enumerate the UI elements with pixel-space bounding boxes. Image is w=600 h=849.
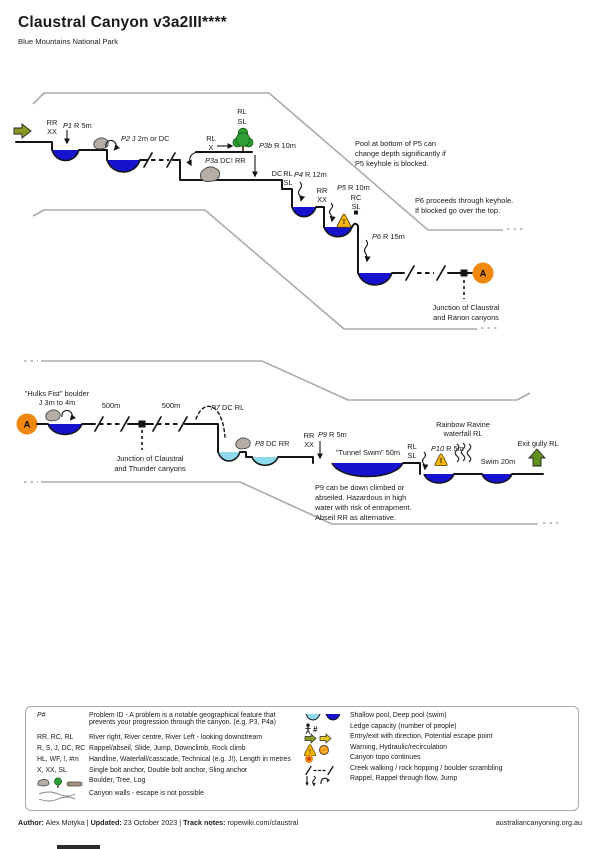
boulder-icon xyxy=(236,438,250,449)
junction-node xyxy=(139,421,146,428)
svg-text:Junction of Claustral: Junction of Claustral xyxy=(432,303,500,312)
pool-tunnel-swim xyxy=(332,463,403,477)
lower-wall-bottom xyxy=(41,482,538,524)
legend-desc: River right, River centre, River Left - looking downstream xyxy=(89,734,263,741)
distance-500m-2: 500m xyxy=(161,401,181,410)
upper-wall-bottom xyxy=(33,210,477,329)
p1-anchor-xx: XX xyxy=(47,127,57,136)
upper-canyon-section xyxy=(14,93,523,329)
p3b-label: P3b R 10m xyxy=(259,141,296,150)
warning-glyph: ! xyxy=(342,217,346,226)
legend-desc: Boulder, Tree, Log xyxy=(89,777,146,784)
p9-label: P9 R 5m xyxy=(318,430,347,439)
legend-desc: Single bolt anchor, Double bolt anchor, Sling anchor xyxy=(89,767,248,774)
p3-traverse-x: X xyxy=(208,143,214,152)
creek-walking-icon xyxy=(304,765,344,776)
junction-node xyxy=(461,270,468,277)
legend-desc: Shallow pool, Deep pool (swim) xyxy=(350,712,447,719)
log-icon xyxy=(67,782,82,786)
rappel-arrow-icon xyxy=(305,776,308,786)
topo-continue-letter: A xyxy=(479,268,487,280)
p3-traverse-rl: RL xyxy=(206,134,216,143)
svg-text:waterfall RL: waterfall RL xyxy=(443,429,483,438)
legend-box xyxy=(25,706,579,811)
separator: | xyxy=(179,818,182,827)
hydraulic-icon xyxy=(319,745,328,754)
shallow-pool-icon xyxy=(306,714,320,720)
tree-anchor-rl: RL xyxy=(237,107,247,116)
updated-label: Updated: xyxy=(90,818,122,827)
p1-anchor-rr: RR xyxy=(46,118,58,127)
legend-key: P# xyxy=(37,712,46,719)
p5-anchor-rr: RR xyxy=(316,186,328,195)
warning-glyph: ! xyxy=(439,456,443,465)
pool-swim-20m xyxy=(482,474,512,483)
pool-p1 xyxy=(52,150,79,161)
footer-credits xyxy=(18,818,298,827)
boulder-icon xyxy=(201,167,220,182)
pool-p10 xyxy=(424,474,454,483)
svg-text:Rainbow Ravine: Rainbow Ravine xyxy=(436,420,490,429)
entry-exit-arrow-icon xyxy=(305,734,316,743)
jump-arrow-icon xyxy=(321,778,330,784)
p10-label: P10 R 5m xyxy=(431,444,464,453)
svg-text:P9 can be down climbed or: P9 can be down climbed or xyxy=(315,483,405,492)
svg-text:"Hulks Fist" boulder: "Hulks Fist" boulder xyxy=(24,389,90,398)
svg-text:Pool at bottom of P5 can: Pool at bottom of P5 can xyxy=(355,139,436,148)
pool-p5 xyxy=(324,227,352,237)
legend-key: X, XX, SL xyxy=(37,767,67,774)
p6-anchor-rc: RC xyxy=(350,193,362,202)
p6-label: P6 R 15m xyxy=(372,232,405,241)
legend-desc: Handline, Waterfall/casscade, Technical (e.g. J!), Length in metres xyxy=(89,756,291,763)
pool-p8 xyxy=(252,457,278,465)
legend-row-river-sides xyxy=(37,734,262,741)
rappel-jump-icons xyxy=(304,775,344,788)
canyon-walls-icon xyxy=(37,790,87,803)
note-p9 xyxy=(314,483,412,522)
author-label: Author: xyxy=(18,818,44,827)
separator: | xyxy=(86,818,89,827)
svg-text:!: ! xyxy=(309,749,311,756)
legend-desc: Problem ID - A problem is a notable geographical feature that prevents your progression through the canyon. (e.g. P3, P4a) xyxy=(89,712,276,726)
boulder-icon xyxy=(38,779,49,786)
svg-text:and Ranon canyons: and Ranon canyons xyxy=(433,313,499,322)
pool-hulks-fist xyxy=(48,424,82,435)
pool-p4 xyxy=(292,207,316,217)
legend-desc: Canyon walls - escape is not possible xyxy=(89,790,204,797)
junction-ranon-note xyxy=(433,303,500,322)
p10-flow-rappel-arrow xyxy=(423,452,426,469)
legend-row-movement-codes xyxy=(37,745,246,752)
note-p6-keyhole xyxy=(415,196,513,215)
page-title: Claustral Canyon v3a2III**** xyxy=(18,14,227,31)
svg-text:change depth significantly if: change depth significantly if xyxy=(355,149,446,158)
svg-text:abseiled. Hazardous in high: abseiled. Hazardous in high xyxy=(315,493,407,502)
boulder-icon xyxy=(46,410,60,421)
hulks-fist-label xyxy=(25,389,90,407)
swim-20m-label: Swim 20m xyxy=(480,457,516,466)
legend-row-rappel-types xyxy=(304,775,457,790)
legend-row-anchor-codes xyxy=(37,767,247,774)
svg-text:Abseil RR as alternative.: Abseil RR as alternative. xyxy=(315,513,396,522)
svg-text:If blocked go over the top.: If blocked go over the top. xyxy=(415,206,501,215)
legend-desc: Warning, Hydraulic/recirculation xyxy=(350,743,448,751)
legend-row-problem-id xyxy=(37,712,276,726)
bolt-anchor-icon xyxy=(354,211,358,215)
deep-pool-icon xyxy=(326,714,340,720)
legend-desc: Ledge capacity (number of people) xyxy=(350,722,457,730)
boulder-tree-log-icons xyxy=(37,777,87,790)
p9-anchor-rr: RR xyxy=(303,431,315,440)
track-notes-label: Track notes: xyxy=(183,818,226,827)
pool-p6 xyxy=(358,273,392,285)
escape-point-arrow-icon xyxy=(320,734,331,743)
p5-label: P5 R 10m xyxy=(337,183,370,192)
note-p5-pool xyxy=(355,139,447,168)
rappel-through-flow-icon xyxy=(312,776,315,787)
svg-text:water with risk of entrapment.: water with risk of entrapment. xyxy=(315,503,412,512)
p9-anchor-xx: XX xyxy=(304,440,314,449)
legend-desc: Entry/exit with direction, Potential escape point xyxy=(350,733,493,740)
p8-label: P8 DC RR xyxy=(255,439,290,448)
capacity-glyph: # xyxy=(313,724,318,734)
page-subtitle: Blue Mountains National Park xyxy=(18,37,119,46)
p4-anchor-rl: RL xyxy=(283,169,293,178)
exit-gully-label: Exit gully RL xyxy=(517,439,559,448)
footer-site: australiancanyoning.org.au xyxy=(495,818,582,827)
p2-label: P2 J 2m or DC xyxy=(121,134,170,143)
tree-anchor-sl: SL xyxy=(237,117,247,126)
ledge-capacity-icon xyxy=(304,723,344,734)
legend-key: RR, RC, RL xyxy=(37,734,74,741)
p5-flow-rappel-arrow xyxy=(330,203,333,221)
author-value: Alex Motyka xyxy=(45,818,85,827)
topo-continues-icon xyxy=(304,754,344,764)
legend-row-feature-codes xyxy=(37,756,291,763)
legend-desc: Creek walking / rock hopping / boulder scrambling xyxy=(350,764,503,772)
p10-anchor-sl: SL xyxy=(407,451,417,460)
pool-icons xyxy=(304,712,344,722)
legend-row-canyon-walls xyxy=(37,790,204,805)
junction-thunder-note xyxy=(114,454,186,473)
tunnel-swim-label: "Tunnel Swim" 50m xyxy=(335,448,401,457)
entry-exit-icons xyxy=(304,733,344,744)
svg-text:and Thunder canyons: and Thunder canyons xyxy=(114,464,186,473)
legend-key: R, S, J, DC, RC xyxy=(37,745,86,752)
pool-p7 xyxy=(218,452,240,461)
p1-label: P1 R 5m xyxy=(63,121,92,130)
topo-continue-letter: A xyxy=(23,419,31,431)
p7-label: P7 DC RL xyxy=(211,403,245,412)
legend-desc: Rappel, Rappel through flow, Jump xyxy=(350,775,458,782)
p4-flow-rappel-arrow xyxy=(299,182,302,201)
svg-text:P6 proceeds through keyhole.: P6 proceeds through keyhole. xyxy=(415,196,514,205)
distance-500m-1: 500m xyxy=(101,401,121,410)
p6-flow-rappel-arrow xyxy=(365,240,368,261)
svg-text:J 3m to 4m: J 3m to 4m xyxy=(38,398,76,407)
pool-p2 xyxy=(107,160,140,172)
p4-anchor-sl: SL xyxy=(283,178,293,187)
exit-arrow-icon xyxy=(529,449,545,466)
p3a-label: P3a DC! RR xyxy=(205,156,246,165)
legend-key: HL, WF, !, #m xyxy=(37,756,79,763)
p5-anchor-xx: XX xyxy=(317,195,327,204)
rainbow-ravine-label xyxy=(436,420,490,438)
footer xyxy=(18,818,582,827)
downclimb-label: DC xyxy=(271,169,283,178)
p6-anchor-sl: SL xyxy=(351,202,361,211)
hulks-jump-arrow xyxy=(62,411,72,420)
track-notes-value: ropewiki.com/claustral xyxy=(227,818,299,827)
lower-canyon-section xyxy=(17,361,560,524)
legend-desc: Rappel/abseil, Slide, Jump, Downclimb, Rock climb xyxy=(89,745,246,752)
svg-text:Junction of Claustral: Junction of Claustral xyxy=(116,454,184,463)
p10-anchor-rl: RL xyxy=(407,442,417,451)
page-edge-artifact xyxy=(57,845,100,849)
updated-value: 23 October 2023 xyxy=(123,818,178,827)
legend-desc: Canyon topo continues xyxy=(350,754,421,761)
p3a-rappel-arrow xyxy=(190,152,197,165)
lower-wall-top xyxy=(41,361,530,400)
p4-label: P4 R 12m xyxy=(294,170,327,179)
svg-text:P5 keyhole is blocked.: P5 keyhole is blocked. xyxy=(355,159,429,168)
tree-icon xyxy=(54,778,61,788)
tree-icon xyxy=(233,128,253,151)
entry-arrow-icon xyxy=(14,124,31,138)
